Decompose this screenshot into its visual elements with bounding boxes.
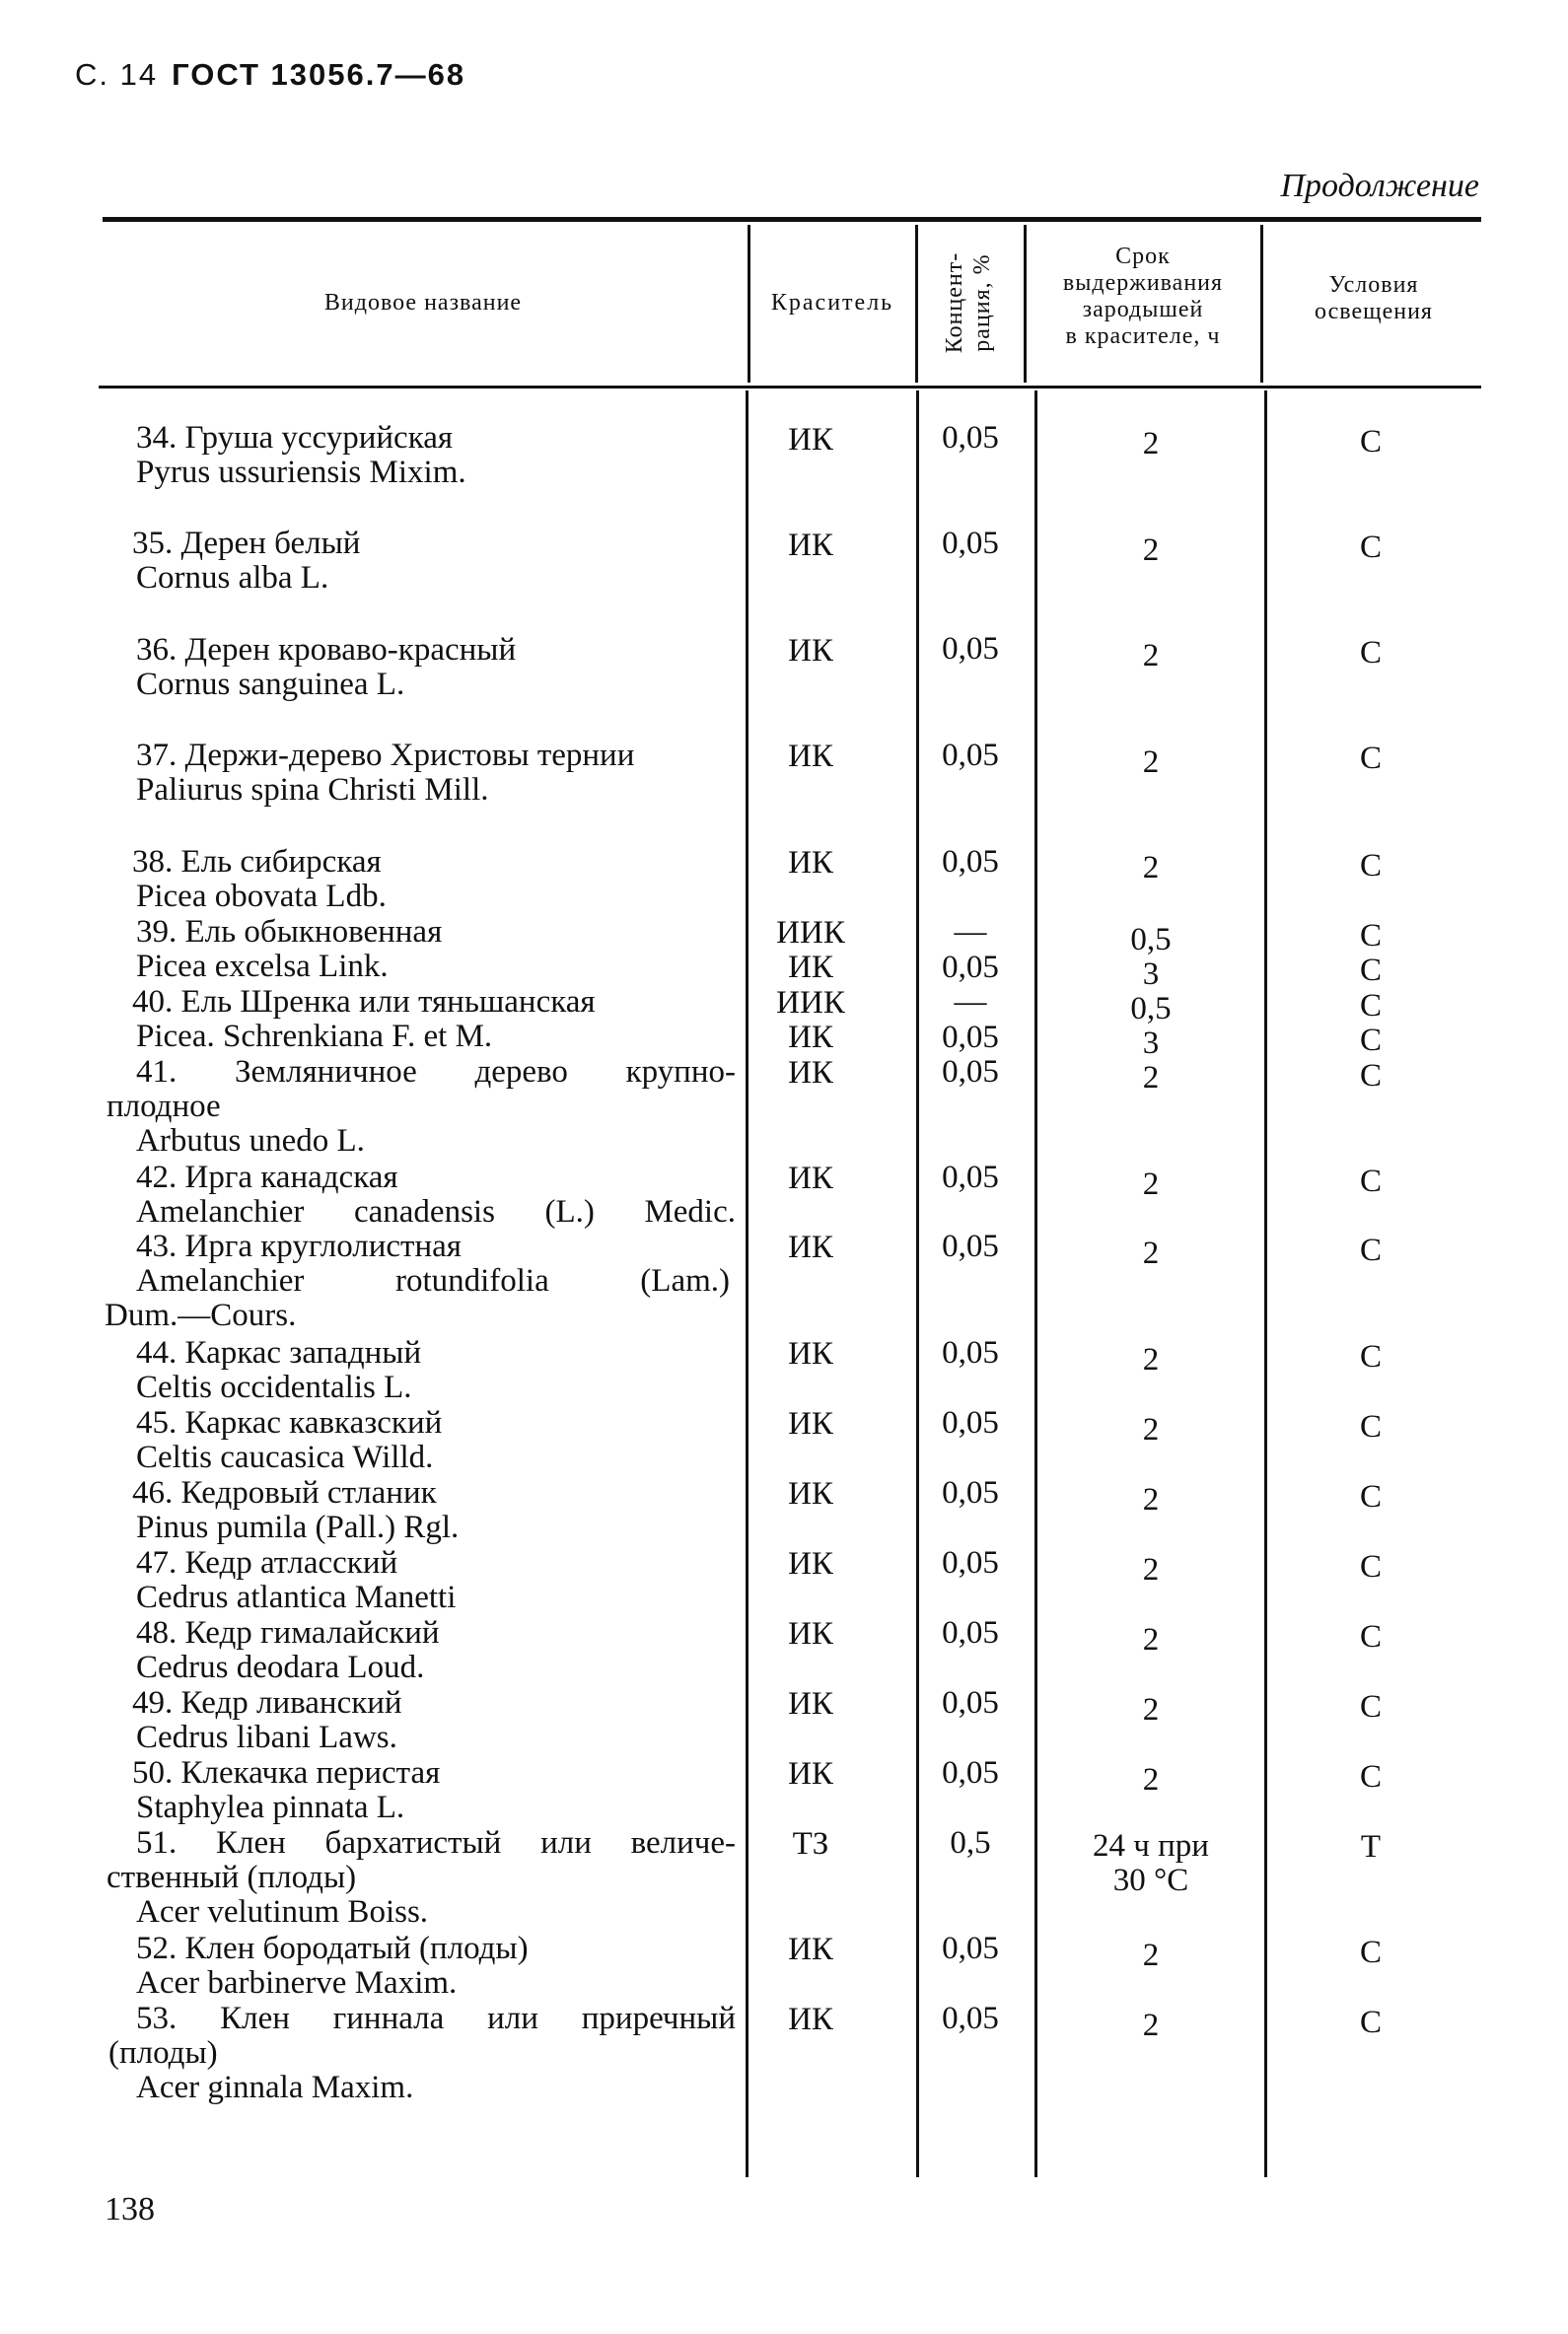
concentration-value: 0,05 bbox=[942, 631, 999, 667]
dye-value: ИК bbox=[788, 2002, 833, 2037]
light-value: С bbox=[1359, 1233, 1382, 1268]
header-concentration bbox=[917, 229, 1020, 377]
species-lat: Pinus pumila (Pall.) Rgl. bbox=[136, 1510, 460, 1545]
species-lat: Pyrus ussuriensis Mixim. bbox=[136, 455, 466, 490]
light-value: С bbox=[1359, 2005, 1382, 2040]
species-lat: Cedrus deodara Loud. bbox=[136, 1650, 425, 1685]
species-ru: 39. Ель обыкновенная bbox=[136, 914, 443, 950]
species-ru-continued: плодное bbox=[107, 1089, 221, 1124]
dye-value: ИК bbox=[788, 1616, 833, 1652]
dye-value: ИИК bbox=[776, 985, 845, 1021]
dye-value: ИК bbox=[788, 1230, 833, 1265]
concentration-value: 0,05 bbox=[942, 1931, 999, 1966]
duration-value: 2 bbox=[1142, 1552, 1160, 1588]
header-species: Видовое название bbox=[323, 290, 523, 316]
duration-value: 2 bbox=[1142, 850, 1160, 885]
duration-value: 3 bbox=[1142, 1026, 1160, 1061]
species-ru: 47. Кедр атласский bbox=[136, 1545, 398, 1581]
duration-value: 2 bbox=[1142, 426, 1160, 461]
light-value: С bbox=[1359, 918, 1382, 954]
species-ru: 35. Дерен белый bbox=[132, 526, 361, 561]
concentration-value: 0,05 bbox=[942, 420, 999, 456]
species-ru: 53. Клен гиннала или приречный bbox=[136, 2001, 736, 2036]
species-ru: 37. Держи-дерево Христовы тернии bbox=[136, 738, 635, 773]
dye-value: ИК bbox=[788, 1020, 833, 1055]
header-duration-line3: зародышей bbox=[1082, 297, 1204, 322]
dye-value: ИК bbox=[788, 1161, 833, 1196]
species-ru: 43. Ирга круглолистная bbox=[136, 1229, 462, 1264]
duration-value: 0,5 bbox=[1130, 922, 1172, 957]
species-ru: 42. Ирга канадская bbox=[136, 1160, 398, 1195]
duration-value: 2 bbox=[1142, 1762, 1160, 1798]
dye-value: ИК bbox=[788, 422, 833, 458]
species-lat: Staphylea pinnata L. bbox=[136, 1790, 405, 1825]
table-top-rule bbox=[103, 217, 1481, 222]
dye-value: ИК bbox=[788, 633, 833, 669]
dye-value: ИК bbox=[788, 528, 833, 563]
concentration-value: 0,05 bbox=[942, 1755, 999, 1791]
duration-value: 2 bbox=[1142, 1342, 1160, 1378]
light-value: С bbox=[1359, 1164, 1382, 1199]
concentration-value: 0,05 bbox=[942, 1475, 999, 1511]
species-ru: 50. Клекачка перистая bbox=[132, 1755, 441, 1791]
concentration-value: — bbox=[954, 914, 987, 950]
concentration-value: 0,05 bbox=[942, 1405, 999, 1441]
column-divider bbox=[1024, 225, 1027, 383]
light-value: С bbox=[1359, 1935, 1382, 1970]
species-ru-continued: ственный (плоды) bbox=[107, 1860, 357, 1895]
concentration-value: 0,05 bbox=[942, 1545, 999, 1581]
concentration-value: 0,05 bbox=[942, 526, 999, 561]
duration-value: 2 bbox=[1142, 1938, 1160, 1973]
header-light-line1: Условия bbox=[1328, 272, 1419, 298]
species-lat: Acer barbinerve Maxim. bbox=[136, 1965, 458, 2001]
concentration-value: 0,05 bbox=[942, 1335, 999, 1371]
light-value: С bbox=[1359, 1479, 1382, 1515]
light-value: С bbox=[1359, 530, 1382, 565]
species-lat: Picea obovata Ldb. bbox=[136, 879, 387, 914]
species-ru: 51. Клен бархатистый или величе- bbox=[136, 1825, 736, 1861]
concentration-value: 0,05 bbox=[942, 1160, 999, 1195]
duration-value: 30 °С bbox=[1112, 1863, 1189, 1898]
species-lat: Cedrus atlantica Manetti bbox=[136, 1580, 457, 1615]
light-value: С bbox=[1359, 1619, 1382, 1655]
species-lat: Acer velutinum Boiss. bbox=[136, 1894, 429, 1930]
dye-value: ИК bbox=[788, 1546, 833, 1582]
dye-value: ТЗ bbox=[792, 1826, 829, 1862]
dye-value: ИК bbox=[788, 1476, 833, 1512]
species-lat: Cedrus libani Laws. bbox=[136, 1720, 397, 1755]
species-lat: Acer ginnala Maxim. bbox=[136, 2070, 414, 2105]
header-concentration-text bbox=[941, 252, 996, 353]
page-prefix: С. 14 bbox=[75, 57, 159, 92]
duration-value: 2 bbox=[1142, 1236, 1160, 1271]
concentration-value: 0,05 bbox=[942, 1229, 999, 1264]
species-ru: 41. Земляничное дерево крупно- bbox=[136, 1054, 736, 1090]
header-concentration-line2: рация, % bbox=[969, 253, 995, 352]
species-ru: 52. Клен бородатый (плоды) bbox=[136, 1931, 529, 1966]
duration-value: 2 bbox=[1142, 744, 1160, 780]
dye-value: ИК bbox=[788, 1932, 833, 1967]
duration-value: 0,5 bbox=[1130, 991, 1172, 1026]
species-lat: Amelanchier rotundifolia (Lam.) bbox=[136, 1263, 730, 1299]
duration-value: 2 bbox=[1142, 1482, 1160, 1518]
light-value: С bbox=[1359, 1409, 1382, 1445]
light-value: С bbox=[1359, 1058, 1382, 1094]
species-lat: Arbutus unedo L. bbox=[136, 1123, 365, 1159]
dye-value: ИК bbox=[788, 1336, 833, 1372]
duration-value: 2 bbox=[1142, 2008, 1160, 2043]
species-ru: 34. Груша уссурийская bbox=[136, 420, 454, 456]
concentration-value: 0,05 bbox=[942, 738, 999, 773]
header-dye: Краситель bbox=[770, 290, 894, 316]
light-value: С bbox=[1359, 1023, 1382, 1058]
light-value: С bbox=[1359, 848, 1382, 884]
light-value: С bbox=[1359, 1759, 1382, 1795]
concentration-value: 0,05 bbox=[942, 1685, 999, 1721]
header-light-line2: освещения bbox=[1315, 299, 1433, 324]
concentration-value: 0,05 bbox=[942, 844, 999, 880]
header-duration-line4: в красителе, ч bbox=[1065, 323, 1221, 349]
header-concentration-line1: Концент- bbox=[942, 251, 967, 354]
species-lat: Picea. Schrenkiana F. et M. bbox=[136, 1019, 493, 1054]
concentration-value: 0,05 bbox=[942, 2001, 999, 2036]
standard-number: ГОСТ 13056.7—68 bbox=[172, 57, 466, 92]
species-ru: 46. Кедровый стланик bbox=[132, 1475, 437, 1511]
dye-value: ИК bbox=[788, 1406, 833, 1442]
column-divider bbox=[746, 390, 748, 2177]
species-lat: Celtis occidentalis L. bbox=[136, 1370, 412, 1405]
header-duration-line1: Срок bbox=[1115, 244, 1171, 269]
dye-value: ИК bbox=[788, 950, 833, 985]
duration-value: 2 bbox=[1142, 638, 1160, 673]
species-lat-continued: Dum.—Cours. bbox=[105, 1298, 297, 1333]
light-value: С bbox=[1359, 1689, 1382, 1725]
light-value: С bbox=[1359, 1339, 1382, 1375]
light-value: С bbox=[1359, 424, 1382, 460]
dye-value: ИК bbox=[788, 1756, 833, 1792]
header-duration-line2: выдерживания bbox=[1062, 270, 1224, 296]
light-value: С bbox=[1359, 953, 1382, 988]
species-ru: 49. Кедр ливанский bbox=[132, 1685, 402, 1721]
dye-value: ИК bbox=[788, 845, 833, 881]
page-header bbox=[75, 57, 465, 93]
dye-value: ИК bbox=[788, 1055, 833, 1091]
species-ru: 36. Дерен кроваво-красный bbox=[136, 632, 517, 668]
concentration-value: 0,05 bbox=[942, 1020, 999, 1055]
concentration-value: 0,05 bbox=[942, 1054, 999, 1090]
species-lat: Amelanchier canadensis (L.) Medic. bbox=[136, 1194, 736, 1230]
table-header-rule bbox=[99, 386, 1481, 389]
duration-value: 2 bbox=[1142, 1412, 1160, 1448]
species-lat: Picea excelsa Link. bbox=[136, 949, 389, 984]
dye-value: ИИК bbox=[776, 915, 845, 951]
concentration-value: 0,05 bbox=[942, 950, 999, 985]
species-ru: 38. Ель сибирская bbox=[132, 844, 382, 880]
concentration-value: 0,5 bbox=[950, 1825, 991, 1861]
column-divider bbox=[1260, 225, 1263, 383]
species-ru: 40. Ель Шренка или тяньшанская bbox=[132, 984, 596, 1020]
duration-value: 2 bbox=[1142, 1622, 1160, 1658]
concentration-value: — bbox=[954, 984, 987, 1020]
duration-value: 2 bbox=[1142, 1167, 1160, 1202]
species-ru: 45. Каркас кавказский bbox=[136, 1405, 443, 1441]
species-lat: Cornus sanguinea L. bbox=[136, 667, 405, 702]
species-lat: Paliurus spina Christi Mill. bbox=[136, 772, 489, 808]
concentration-value: 0,05 bbox=[942, 1615, 999, 1651]
light-value: С bbox=[1359, 988, 1382, 1024]
header-light bbox=[1266, 272, 1481, 325]
species-ru: 44. Каркас западный bbox=[136, 1335, 422, 1371]
dye-value: ИК bbox=[788, 739, 833, 774]
duration-value: 2 bbox=[1142, 532, 1160, 568]
duration-value: 2 bbox=[1142, 1692, 1160, 1728]
dye-value: ИК bbox=[788, 1686, 833, 1722]
species-lat: Cornus alba L. bbox=[136, 560, 329, 596]
light-value: С bbox=[1359, 741, 1382, 776]
duration-value: 2 bbox=[1142, 1060, 1160, 1096]
page-number: 138 bbox=[105, 2191, 155, 2228]
species-ru: 48. Кедр гималайский bbox=[136, 1615, 440, 1651]
species-lat: Celtis caucasica Willd. bbox=[136, 1440, 434, 1475]
continuation-label: Продолжение bbox=[1280, 168, 1479, 204]
duration-value: 24 ч при bbox=[1093, 1828, 1209, 1864]
header-duration bbox=[1028, 244, 1258, 350]
light-value: Т bbox=[1360, 1829, 1382, 1865]
duration-value: 3 bbox=[1142, 956, 1160, 992]
species-ru-continued: (плоды) bbox=[108, 2035, 218, 2071]
light-value: С bbox=[1359, 635, 1382, 671]
light-value: С bbox=[1359, 1549, 1382, 1585]
